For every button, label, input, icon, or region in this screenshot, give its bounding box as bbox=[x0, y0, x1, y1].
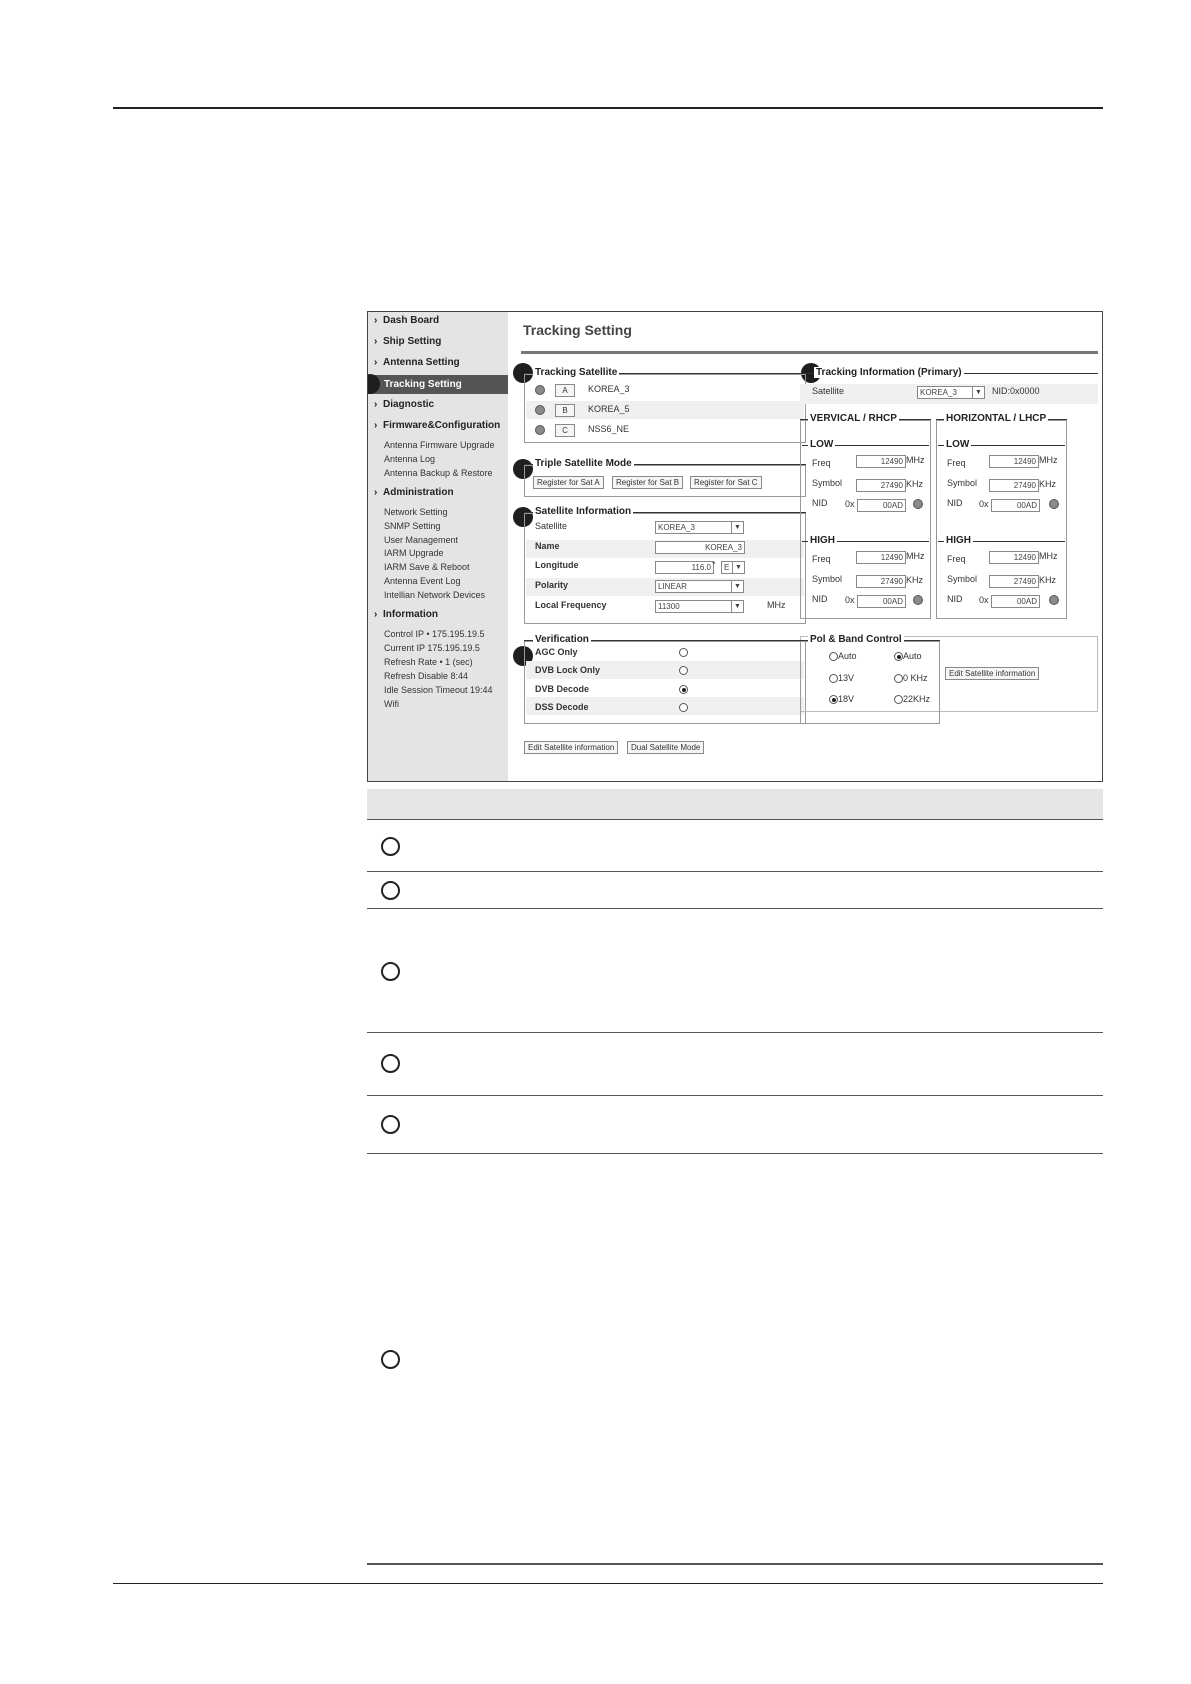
tracking-information-legend: Tracking Information (Primary) bbox=[816, 367, 962, 378]
sat-a-key-button[interactable]: A bbox=[555, 384, 575, 397]
menu-tracking-setting[interactable]: Tracking Setting bbox=[368, 375, 508, 394]
table-row-divider bbox=[367, 908, 1103, 909]
h-low-nid-prefix: 0x bbox=[979, 499, 989, 509]
sat-b-name: KOREA_5 bbox=[588, 404, 630, 414]
sub-antenna-backup-restore[interactable]: Antenna Backup & Restore bbox=[384, 468, 493, 478]
callout-circle-icon bbox=[381, 837, 400, 856]
table-row-divider bbox=[367, 1153, 1103, 1154]
band-auto-label: Auto bbox=[903, 651, 922, 661]
local-frequency-unit: MHz bbox=[767, 600, 786, 610]
h-low-symbol-unit: KHz bbox=[1039, 479, 1057, 489]
edit-satellite-information-button[interactable]: Edit Satellite information bbox=[524, 741, 618, 754]
name-input[interactable]: KOREA_3 bbox=[655, 541, 745, 554]
dss-decode-label: DSS Decode bbox=[535, 702, 589, 712]
callout-circle-icon bbox=[381, 1350, 400, 1369]
triple-mode-legend: Triple Satellite Mode bbox=[535, 458, 632, 469]
chevron-right-icon: › bbox=[374, 357, 378, 368]
register-sat-a-button[interactable]: Register for Sat A bbox=[533, 476, 604, 489]
h-low-symbol-label: Symbol bbox=[947, 478, 978, 488]
satellite-label: Satellite bbox=[535, 521, 568, 531]
status-led-icon bbox=[535, 405, 545, 415]
tracking-info-nid: NID:0x0000 bbox=[992, 386, 1040, 396]
chevron-right-icon: › bbox=[374, 609, 378, 620]
chevron-right-icon: › bbox=[374, 336, 378, 347]
h-high-freq-unit: MHz bbox=[1039, 551, 1058, 561]
chevron-right-icon: › bbox=[374, 420, 378, 431]
band-0khz-label: 0 KHz bbox=[903, 673, 928, 683]
callout-circle-icon bbox=[381, 1115, 400, 1134]
agc-only-radio[interactable] bbox=[679, 648, 688, 657]
v-high-nid-label: NID bbox=[812, 594, 828, 604]
h-high-freq-label: Freq bbox=[947, 554, 966, 564]
chevron-down-icon: ▼ bbox=[731, 522, 743, 533]
dss-decode-radio[interactable] bbox=[679, 703, 688, 712]
table-row-divider bbox=[367, 1032, 1103, 1033]
horizontal-lhcp-legend: HORIZONTAL / LHCP bbox=[946, 413, 1047, 424]
polarity-label: Polarity bbox=[535, 580, 569, 590]
horizontal-high-legend: HIGH bbox=[946, 535, 971, 546]
v-high-nid-input[interactable]: 00AD bbox=[857, 595, 906, 608]
pol-auto-label: Auto bbox=[838, 651, 857, 661]
v-low-symbol-label: Symbol bbox=[812, 478, 843, 488]
name-label: Name bbox=[535, 541, 560, 551]
status-led-icon bbox=[1049, 595, 1059, 605]
info-control-ip: Control IP • 175.195.19.5 bbox=[384, 629, 485, 639]
horizontal-low-legend: LOW bbox=[946, 439, 970, 450]
local-frequency-label: Local Frequency bbox=[535, 600, 607, 610]
v-low-freq-unit: MHz bbox=[906, 455, 925, 465]
vertical-high-legend: HIGH bbox=[810, 535, 835, 546]
sub-snmp-setting[interactable]: SNMP Setting bbox=[384, 521, 441, 531]
pol-13v-radio[interactable] bbox=[829, 674, 838, 683]
band-0khz-radio[interactable] bbox=[894, 674, 903, 683]
band-22khz-label: 22KHz bbox=[903, 694, 931, 704]
vertical-rhcp-legend: VERVICAL / RHCP bbox=[810, 413, 897, 424]
edit-satellite-info-button[interactable]: Edit Satellite information bbox=[945, 667, 1039, 680]
h-high-nid-input[interactable]: 00AD bbox=[991, 595, 1040, 608]
h-high-nid-prefix: 0x bbox=[979, 595, 989, 605]
v-high-freq-unit: MHz bbox=[906, 551, 925, 561]
tracking-info-satellite-select[interactable]: KOREA_3 ▼ bbox=[917, 386, 985, 399]
sub-antenna-firmware-upgrade[interactable]: Antenna Firmware Upgrade bbox=[384, 440, 495, 450]
h-low-freq-label: Freq bbox=[947, 458, 966, 468]
register-sat-b-button[interactable]: Register for Sat B bbox=[612, 476, 683, 489]
sub-antenna-event-log[interactable]: Antenna Event Log bbox=[384, 576, 461, 586]
polarity-select[interactable]: LINEAR ▼ bbox=[655, 580, 744, 593]
agc-only-label: AGC Only bbox=[535, 647, 578, 657]
callout-circle-icon bbox=[381, 962, 400, 981]
menu-ship-setting[interactable]: › Ship Setting bbox=[374, 336, 442, 347]
sub-intellian-network-devices[interactable]: Intellian Network Devices bbox=[384, 590, 486, 600]
status-led-icon bbox=[535, 385, 545, 395]
chevron-right-icon: › bbox=[374, 399, 378, 410]
hemisphere-select[interactable]: E ▼ bbox=[721, 561, 745, 574]
sub-user-management[interactable]: User Management bbox=[384, 535, 459, 545]
dvb-lock-only-label: DVB Lock Only bbox=[535, 665, 601, 675]
table-row-divider bbox=[367, 819, 1103, 820]
info-refresh-rate: Refresh Rate • 1 (sec) bbox=[384, 657, 473, 667]
v-high-nid-prefix: 0x bbox=[845, 595, 855, 605]
h-high-symbol-input[interactable]: 27490 bbox=[989, 575, 1039, 588]
v-low-symbol-input[interactable]: 27490 bbox=[856, 479, 906, 492]
sat-c-name: NSS6_NE bbox=[588, 424, 630, 434]
h-low-symbol-input[interactable]: 27490 bbox=[989, 479, 1039, 492]
h-high-nid-label: NID bbox=[947, 594, 963, 604]
table-header bbox=[367, 789, 1103, 819]
register-sat-c-button[interactable]: Register for Sat C bbox=[690, 476, 762, 489]
chevron-down-icon: ▼ bbox=[732, 562, 744, 573]
info-current-ip: Current IP 175.195.19.5 bbox=[384, 643, 480, 653]
menu-firmware-configuration[interactable]: › Firmware&Configuration bbox=[374, 420, 501, 431]
info-idle-session-timeout: Idle Session Timeout 19:44 bbox=[384, 685, 493, 695]
degree-sign: ° bbox=[712, 560, 716, 570]
longitude-input[interactable]: 116.0 bbox=[655, 561, 714, 574]
dvb-decode-radio[interactable] bbox=[679, 685, 688, 694]
tracking-satellite-legend: Tracking Satellite bbox=[535, 367, 618, 378]
table-bottom-rule bbox=[367, 1563, 1103, 1565]
longitude-label: Longitude bbox=[535, 560, 579, 570]
status-led-icon bbox=[913, 499, 923, 509]
v-low-nid-input[interactable]: 00AD bbox=[857, 499, 906, 512]
chevron-right-icon: › bbox=[374, 487, 378, 498]
info-wifi: Wifi bbox=[384, 699, 399, 709]
band-22khz-radio[interactable] bbox=[894, 695, 903, 704]
h-high-symbol-unit: KHz bbox=[1039, 575, 1057, 585]
sub-antenna-log[interactable]: Antenna Log bbox=[384, 454, 436, 464]
v-low-symbol-unit: KHz bbox=[906, 479, 924, 489]
info-refresh-disable: Refresh Disable 8:44 bbox=[384, 671, 469, 681]
sub-iarm-save-reboot[interactable]: IARM Save & Reboot bbox=[384, 562, 470, 572]
v-low-nid-prefix: 0x bbox=[845, 499, 855, 509]
table-row-divider bbox=[367, 1095, 1103, 1096]
pol-auto-radio[interactable] bbox=[829, 652, 838, 661]
pol-band-legend: Pol & Band Control bbox=[810, 634, 902, 645]
tracking-info-satellite-label: Satellite bbox=[812, 386, 845, 396]
title-divider bbox=[521, 351, 1098, 354]
h-low-freq-unit: MHz bbox=[1039, 455, 1058, 465]
satellite-select[interactable]: KOREA_3 ▼ bbox=[655, 521, 744, 534]
v-low-freq-input[interactable]: 12490 bbox=[856, 455, 906, 468]
menu-diagnostic[interactable]: › Diagnostic bbox=[374, 399, 435, 410]
pol-13v-label: 13V bbox=[838, 673, 855, 683]
status-led-icon bbox=[535, 425, 545, 435]
sub-network-setting[interactable]: Network Setting bbox=[384, 507, 448, 517]
sat-b-key-button[interactable]: B bbox=[555, 404, 575, 417]
menu-dash-board[interactable]: › Dash Board bbox=[374, 315, 440, 326]
h-low-nid-input[interactable]: 00AD bbox=[991, 499, 1040, 512]
sat-c-key-button[interactable]: C bbox=[555, 424, 575, 437]
page-title: Tracking Setting bbox=[523, 322, 632, 338]
table-row-divider bbox=[367, 871, 1103, 872]
h-high-freq-input[interactable]: 12490 bbox=[989, 551, 1039, 564]
pol-18v-radio[interactable] bbox=[829, 695, 838, 704]
menu-administration[interactable]: › Administration bbox=[374, 487, 454, 498]
callout-circle-icon bbox=[381, 1054, 400, 1073]
status-led-icon bbox=[1049, 499, 1059, 509]
status-led-icon bbox=[913, 595, 923, 605]
local-frequency-select[interactable]: 11300 ▼ bbox=[655, 600, 744, 613]
v-low-nid-label: NID bbox=[812, 498, 828, 508]
v-high-freq-input[interactable]: 12490 bbox=[856, 551, 906, 564]
vertical-low-legend: LOW bbox=[810, 439, 834, 450]
footer-rule bbox=[113, 1583, 1103, 1584]
dvb-lock-only-radio[interactable] bbox=[679, 666, 688, 675]
sidebar bbox=[368, 312, 508, 781]
chevron-right-icon: › bbox=[374, 315, 378, 326]
sat-a-name: KOREA_3 bbox=[588, 384, 630, 394]
v-high-symbol-unit: KHz bbox=[906, 575, 924, 585]
pol-18v-label: 18V bbox=[838, 694, 855, 704]
h-low-freq-input[interactable]: 12490 bbox=[989, 455, 1039, 468]
h-low-nid-label: NID bbox=[947, 498, 963, 508]
dvb-decode-label: DVB Decode bbox=[535, 684, 590, 694]
v-low-freq-label: Freq bbox=[812, 458, 831, 468]
v-high-symbol-label: Symbol bbox=[812, 574, 843, 584]
menu-information[interactable]: › Information bbox=[374, 609, 438, 620]
header-rule bbox=[113, 107, 1103, 109]
callout-circle-icon bbox=[381, 881, 400, 900]
h-high-symbol-label: Symbol bbox=[947, 574, 978, 584]
band-auto-radio[interactable] bbox=[894, 652, 903, 661]
tracking-setting-screenshot bbox=[367, 311, 1103, 782]
chevron-down-icon: ▼ bbox=[972, 387, 984, 398]
menu-antenna-setting[interactable]: › Antenna Setting bbox=[374, 357, 460, 368]
chevron-down-icon: ▼ bbox=[731, 581, 743, 592]
v-high-freq-label: Freq bbox=[812, 554, 831, 564]
sub-iarm-upgrade[interactable]: IARM Upgrade bbox=[384, 548, 444, 558]
v-high-symbol-input[interactable]: 27490 bbox=[856, 575, 906, 588]
chevron-down-icon: ▼ bbox=[731, 601, 743, 612]
satellite-information-legend: Satellite Information bbox=[535, 506, 632, 517]
verification-legend: Verification bbox=[535, 634, 589, 645]
dual-satellite-mode-button[interactable]: Dual Satellite Mode bbox=[627, 741, 704, 754]
